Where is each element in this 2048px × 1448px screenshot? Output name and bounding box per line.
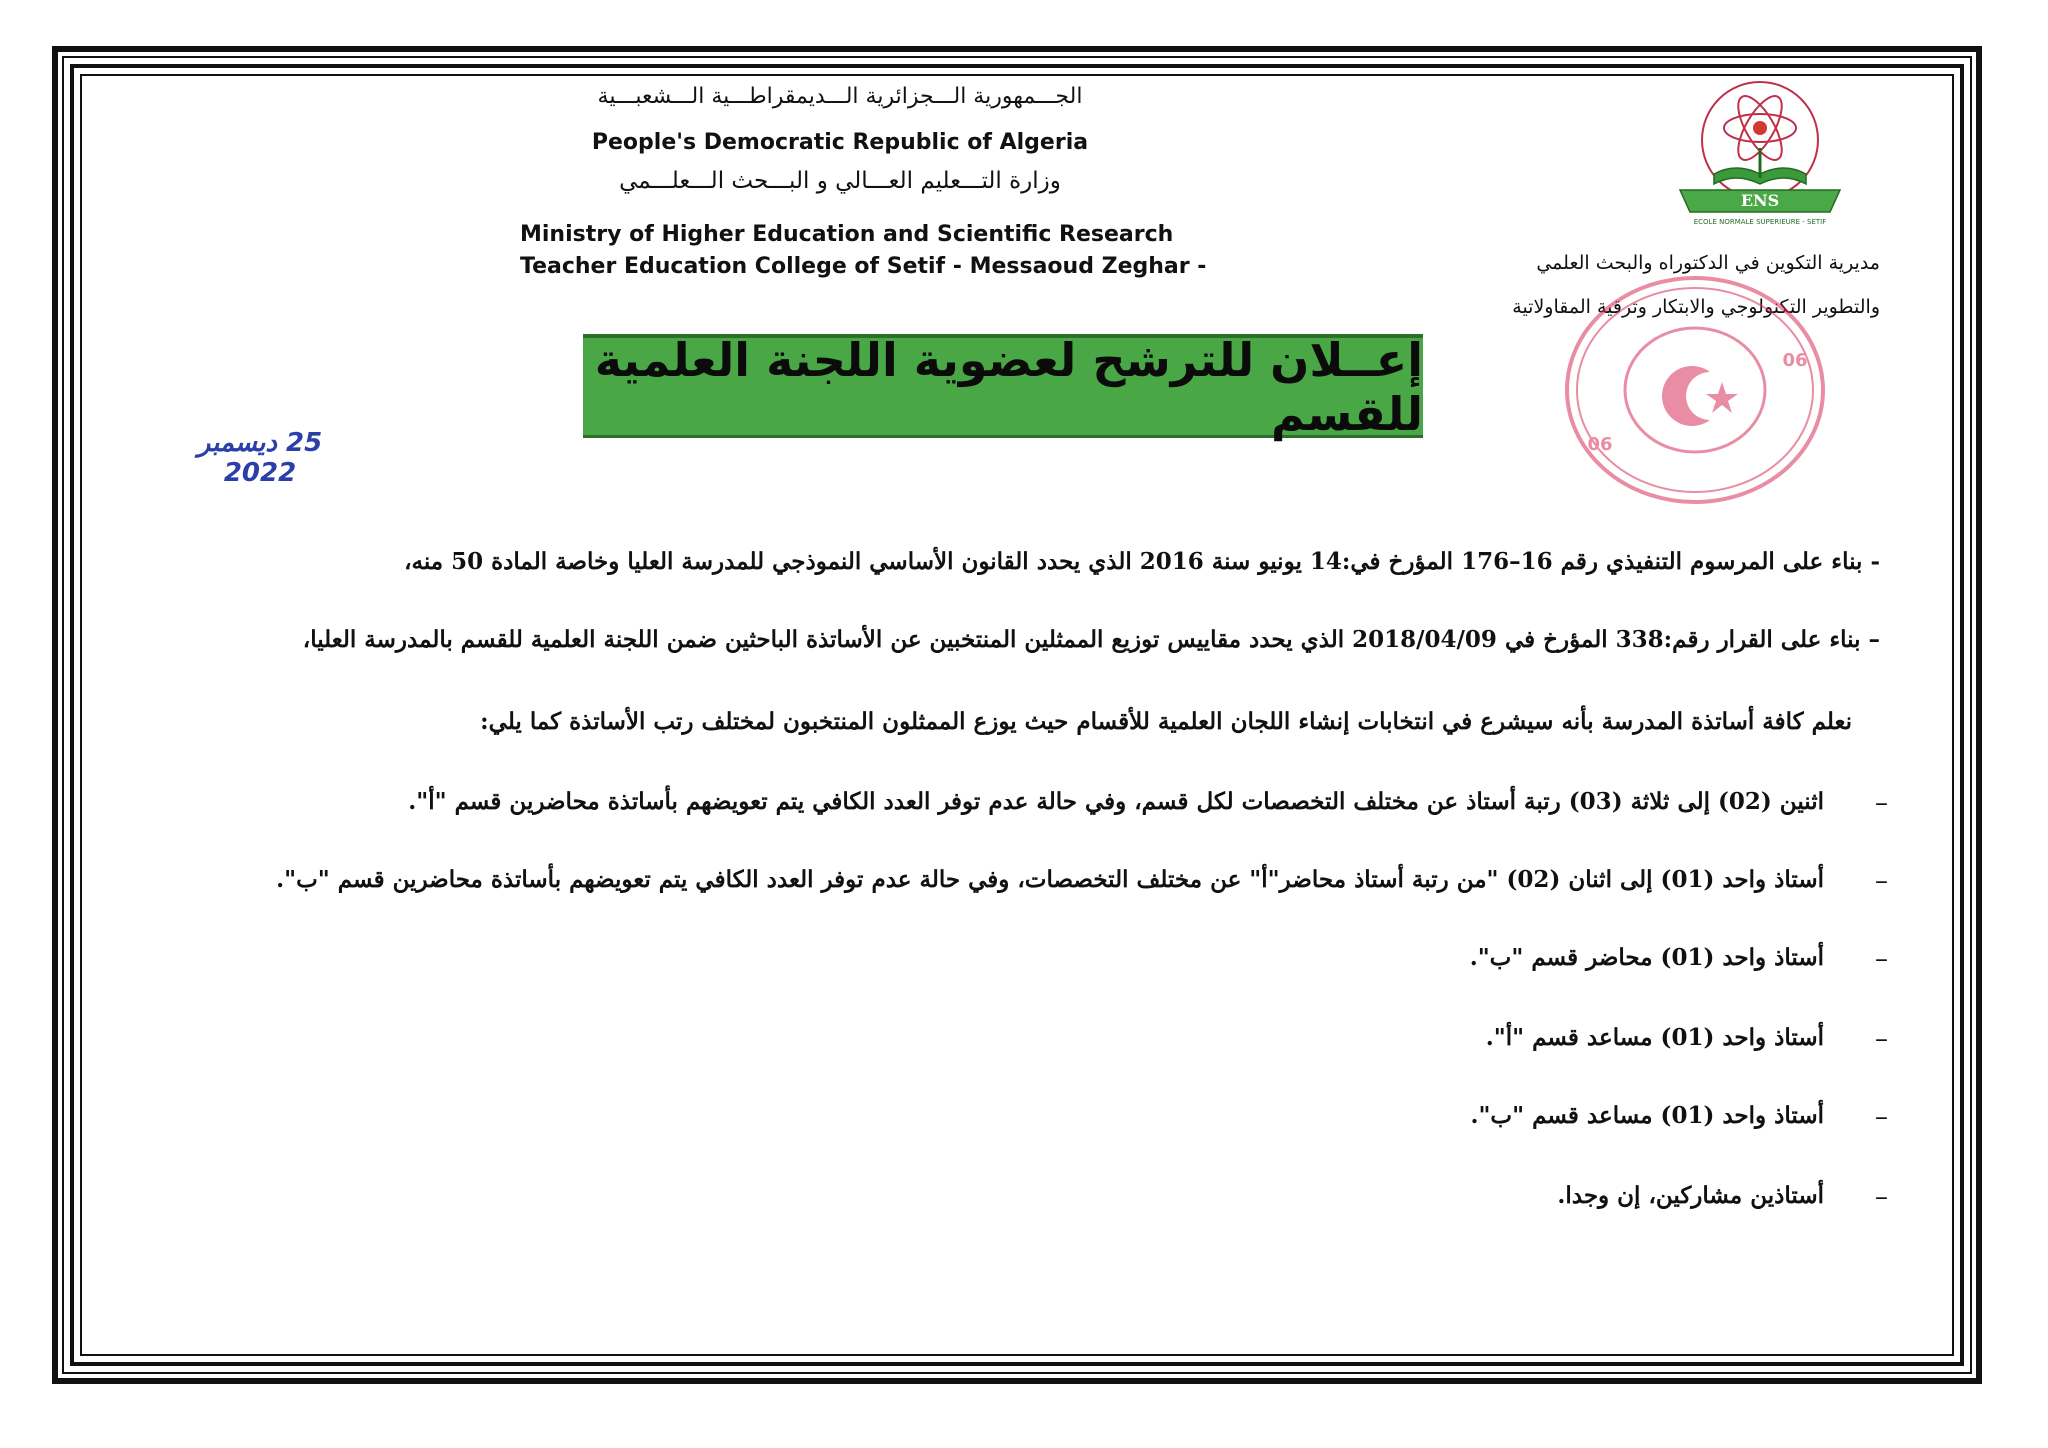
atom-book-logo-icon: [1640, 78, 1880, 228]
stamp-number-left: 06: [1587, 434, 1613, 455]
ministry-english: Ministry of Higher Education and Scientific Research: [520, 222, 1174, 247]
stamp-number-right: 06: [1782, 350, 1808, 371]
college-english: Teacher Education College of Setif - Messaoud Zeghar -: [520, 254, 1207, 279]
list-dash: –: [1875, 1024, 1888, 1054]
list-dash: –: [1875, 944, 1888, 974]
list-item-text: اثنين (02) إلى ثلاثة (03) رتبة أستاذ عن مختلف التخصصات لكل قسم، وفي حالة عدم توفر العدد الكافي يتم تعويضهم بأساتذة محاضرين قسم "أ".: [408, 788, 1824, 815]
directorate-line-2: والتطوير التكنولوجي والابتكار وترقية المقاولاتية: [1512, 296, 1880, 318]
announcement-title-box: [583, 332, 1423, 441]
logo-sub: ECOLE NORMALE SUPERIEURE - SETIF: [1693, 218, 1827, 226]
directorate-line-1: مديرية التكوين في الدكتوراه والبحث العلمي: [1536, 252, 1880, 274]
logo-label: ENS: [1740, 191, 1780, 210]
list-dash: –: [1875, 866, 1888, 896]
republic-arabic: الجـــمهورية الـــجزائرية الـــديمقراطـــية الـــشعبـــية: [597, 84, 1083, 109]
official-seal-icon: [1560, 270, 1830, 510]
ministry-arabic: وزارة التـــعليم العـــالي و البـــحث الـــعلـــمي: [619, 168, 1061, 194]
republic-english: People's Democratic Republic of Algeria: [591, 130, 1089, 155]
list-item-text: أستاذ واحد (01) محاضر قسم "ب".: [1469, 944, 1824, 971]
paragraph-decision: – بناء على القرار رقم:338 المؤرخ في 2018/04/09 الذي يحدد مقاييس توزيع الممثلين المنتخبين عن الأساتذة الباحثين ضمن اللجنة العلمية للقسم بالمدرسة العليا،: [302, 626, 1880, 653]
list-dash: –: [1875, 788, 1888, 818]
list-item-text: أستاذ واحد (01) مساعد قسم "ب".: [1470, 1102, 1824, 1129]
list-dash: –: [1875, 1102, 1888, 1132]
list-item-text: أستاذ واحد (01) مساعد قسم "أ".: [1485, 1024, 1824, 1051]
paragraph-notice: نعلم كافة أساتذة المدرسة بأنه سيشرع في انتخابات إنشاء اللجان العلمية للأقسام حيث يوزع الممثلون المنتخبون لمختلف رتب الأساتذة كما يلي:: [480, 708, 1852, 735]
list-item-text: أستاذين مشاركين، إن وجدا.: [1557, 1182, 1824, 1209]
announcement-title: إعــلان للترشح لعضوية اللجنة العلمية للقسم: [594, 332, 1423, 441]
list-item-text: أستاذ واحد (01) إلى اثنان (02) "من رتبة أستاذ محاضر"أ" عن مختلف التخصصات، وفي حالة عدم توفر العدد الكافي يتم تعويضهم بأساتذة محاضرين قسم "ب".: [276, 866, 1824, 893]
paragraph-decree: - بناء على المرسوم التنفيذي رقم 16–176 المؤرخ في:14 يونيو سنة 2016 الذي يحدد القانون الأساسي النموذجي للمدرسة العليا وخاصة المادة 50 منه،: [404, 548, 1880, 575]
list-dash: –: [1875, 1182, 1888, 1212]
handwritten-date: 25 ديسمبر 2022: [197, 428, 323, 488]
